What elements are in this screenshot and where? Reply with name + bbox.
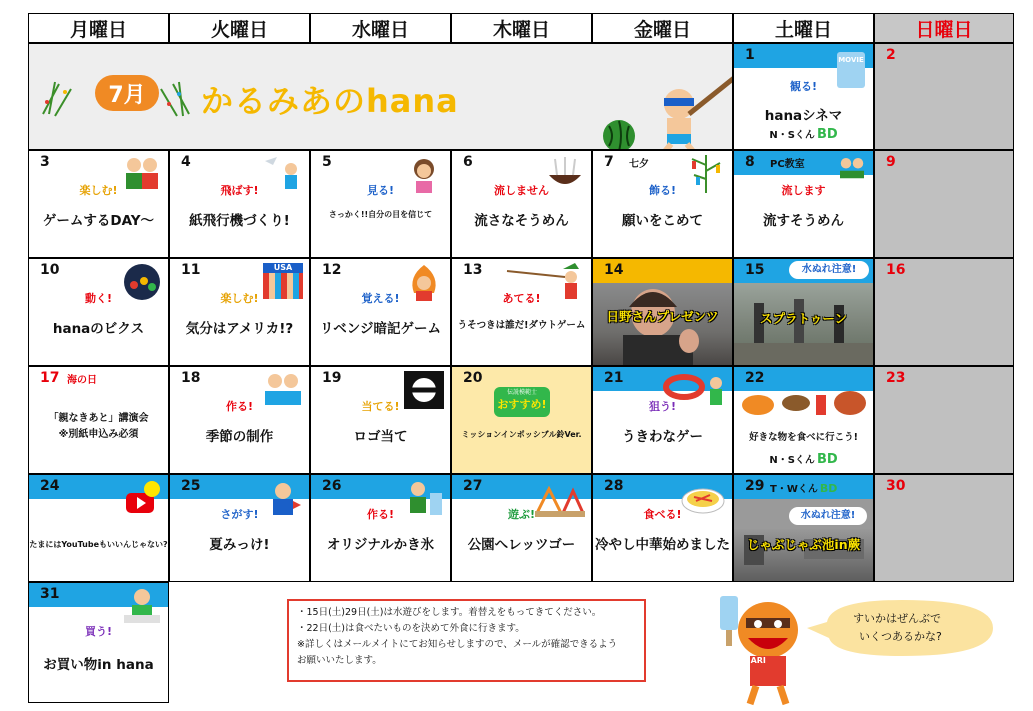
day-verb: 作る! [366,508,395,521]
usa-label: USA [263,263,303,273]
day-number: 11 [181,262,201,278]
day-verb: 遊ぶ! [507,508,536,521]
day-cell-13[interactable] [451,258,592,366]
day-number: 12 [322,262,342,278]
day-number: 14 [604,262,624,278]
day-extra-label: 七夕 [629,159,649,170]
day-cell-16[interactable] [874,258,1014,366]
day-number: 6 [463,154,473,170]
day-number: 31 [40,586,60,602]
birthday-name: N・Sくん [769,130,815,141]
day-cell-17[interactable] [28,366,169,474]
day-activity: さっかく!!自分の目を信じて [328,210,433,219]
birthday-name: N・Sくん [769,455,815,466]
birthday-icon: BD [816,127,838,142]
day-cell-3[interactable] [28,150,169,258]
notice-box [287,599,646,682]
day-number: 21 [604,370,624,386]
day-cell-23[interactable] [874,366,1014,474]
birthday-note [734,451,873,467]
day-activity: 好きな物を食べに行こう! [749,432,858,443]
weekday-header-sat: 土曜日 [733,13,874,43]
day-number: 28 [604,478,624,494]
day-number: 26 [322,478,342,494]
youtube-icon [122,479,162,517]
day-number: 9 [886,154,896,170]
splatoon-photo [734,283,873,365]
day-activity: 流さなそうめん [474,213,569,229]
day-number: 19 [322,370,342,386]
day-verb: 当てる! [361,400,400,413]
day-verb: さがす! [220,508,259,521]
day-verb: あてる! [502,292,541,305]
day-activity: リベンジ暗記ゲーム [320,321,441,337]
birthday-note [770,480,837,495]
day-cell-26[interactable] [310,474,451,582]
day-cell-31[interactable] [28,582,169,703]
day-number: 24 [40,478,60,494]
notice-line: お願いいたします。 [297,655,382,666]
day-number: 3 [40,154,50,170]
day-number: 22 [745,370,765,386]
day-activity: ロゴ当て [353,429,408,445]
bubble-line-2: いくつあるかな? [859,630,942,643]
day-extra-label: 海の日 [67,375,97,386]
weekday-header-fri: 金曜日 [592,13,733,43]
day-activity: 季節の制作 [205,429,274,445]
photo-caption: スプラトゥーン [760,311,847,326]
day-number: 13 [463,262,483,278]
day-cell-15[interactable] [733,258,874,366]
day-cell-14[interactable] [592,258,733,366]
day-activity: ミッションインポッシブル鈴Ver. [461,430,582,439]
weekday-header-thu: 木曜日 [451,13,592,43]
weekday-header-tue: 火曜日 [169,13,310,43]
day-extra-label: PC教室 [770,159,805,170]
day-cell-27[interactable] [451,474,592,582]
day-number: 17 [40,370,60,386]
notice-line: ・15日(土)29日(土)は水遊びをします。着替えをもってきてください。 [297,607,602,618]
banner-title: かるみあのhana [201,82,459,120]
day-verb: 流しません [494,184,549,197]
bubble-line-1: すいかはぜんぶで [853,612,941,625]
day-verb: 楽しむ! [79,184,118,197]
day-number: 18 [181,370,201,386]
day-cell-11[interactable] [169,258,310,366]
weekday-header-sun: 日曜日 [874,13,1014,43]
recommend-badge-top: 伝説模範士 [506,389,537,396]
month-banner [28,43,733,150]
day-cell-18[interactable] [169,366,310,474]
day-number: 2 [886,47,896,63]
birthday-icon: BD [816,452,838,467]
day-verb: 飾る! [648,184,677,197]
notice-line: ・22日(土)は食べたいものを決めて外食に行きます。 [297,623,525,634]
notice-line: ※詳しくはメールメイトにてお知らせしますので、メールが確認できるよう [297,639,618,650]
day-number: 10 [40,262,60,278]
day-activity: 気分はアメリカ!? [185,321,294,337]
day-verb: 食べる! [643,508,682,521]
day-activity: ゲームするDAY～ [42,213,155,229]
day-number: 16 [886,262,906,278]
day-activity: 紙飛行機づくり! [189,213,290,229]
day-verb: 動く! [84,292,113,305]
day-activity: うきわなゲー [622,429,703,445]
day-verb: 飛ばす! [220,184,259,197]
day-verb: 楽しむ! [220,292,259,305]
day-activity: 願いをこめて [622,213,703,229]
day-cell-20[interactable] [451,366,592,474]
day-cell-9[interactable] [874,150,1014,258]
day-activity: オリジナルかき氷 [326,537,435,553]
recommend-badge [494,387,550,417]
birthday-name: T・Wくん [770,484,818,495]
kids-eating-icon [837,155,867,185]
day-cell-6[interactable] [451,150,592,258]
day-number: 8 [745,154,755,170]
photo-caption: 日野さんプレゼンツ [606,309,719,324]
day-verb: 覚える! [361,292,400,305]
day-number: 30 [886,478,906,494]
day-activity: hanaシネマ [764,108,843,124]
weekday-header-mon: 月曜日 [28,13,169,43]
day-activity: 夏みっけ! [209,537,270,553]
day-cell-21[interactable] [592,366,733,474]
day-number: 23 [886,370,906,386]
day-verb: 狙う! [648,400,677,413]
day-cell-22[interactable] [733,366,874,474]
park-photo [734,499,873,581]
day-number: 20 [463,370,483,386]
month-label: 7月 [108,82,146,108]
birthday-icon: BD [819,482,838,495]
day-activity: 流すそうめん [763,213,844,229]
day-verb: 見る! [366,184,395,197]
day-number: 5 [322,154,332,170]
day-number: 15 [745,262,765,278]
day-cell-10[interactable] [28,258,169,366]
day-activity: たまにはYouTubeもいいんじゃない? [29,540,168,549]
day-cell-30[interactable] [874,474,1014,582]
day-cell-2[interactable] [874,43,1014,150]
day-cell-29[interactable] [733,474,874,582]
day-activity: hanaのビクス [52,321,145,337]
month-badge [95,75,159,111]
food-icons [738,381,872,419]
recommend-badge-main: おすすめ! [497,398,547,411]
day-activity: 公園へレッツゴー [467,537,576,553]
weekday-header-wed: 水曜日 [310,13,451,43]
day-verb: 観る! [789,80,818,93]
speech-bubble [807,598,997,658]
day-activity: 冷やし中華始めました [595,537,730,553]
presenter-photo [593,283,732,365]
day-activity-note: ※別紙申込み必須 [58,429,139,440]
day-cell-5[interactable] [310,150,451,258]
day-number: 27 [463,478,483,494]
day-verb: 作る! [225,400,254,413]
day-verb: 流します [781,184,826,197]
day-activity: 「親なきあと」講演会 [48,413,149,424]
day-activity: うそつきは誰だ!ダウトゲーム [457,320,586,331]
day-number: 29 [745,478,765,494]
day-cell-24[interactable] [28,474,169,582]
day-number: 7 [604,154,614,170]
wet-warning-badge: 水ぬれ注意! [789,261,869,279]
day-cell-4[interactable] [169,150,310,258]
day-number: 4 [181,154,191,170]
movie-icon-label: MOVIE [838,56,864,64]
day-cell-1[interactable] [733,43,874,150]
day-number: 1 [745,47,755,63]
day-cell-8[interactable] [733,150,874,258]
shopping-boy-icon [122,587,162,625]
day-cell-12[interactable] [310,258,451,366]
birthday-note [734,126,873,142]
day-cell-28[interactable] [592,474,733,582]
day-verb: 買う! [84,625,113,638]
day-cell-25[interactable] [169,474,310,582]
day-cell-19[interactable] [310,366,451,474]
day-activity: お買い物in hana [43,657,154,673]
mascot-label: GARI [744,656,766,665]
day-cell-7[interactable] [592,150,733,258]
wet-warning-badge: 水ぬれ注意! [789,507,867,525]
day-number: 25 [181,478,201,494]
photo-caption: じゃぶじゃぶ池in蕨 [746,537,861,552]
gari-mascot-icon [716,596,812,706]
